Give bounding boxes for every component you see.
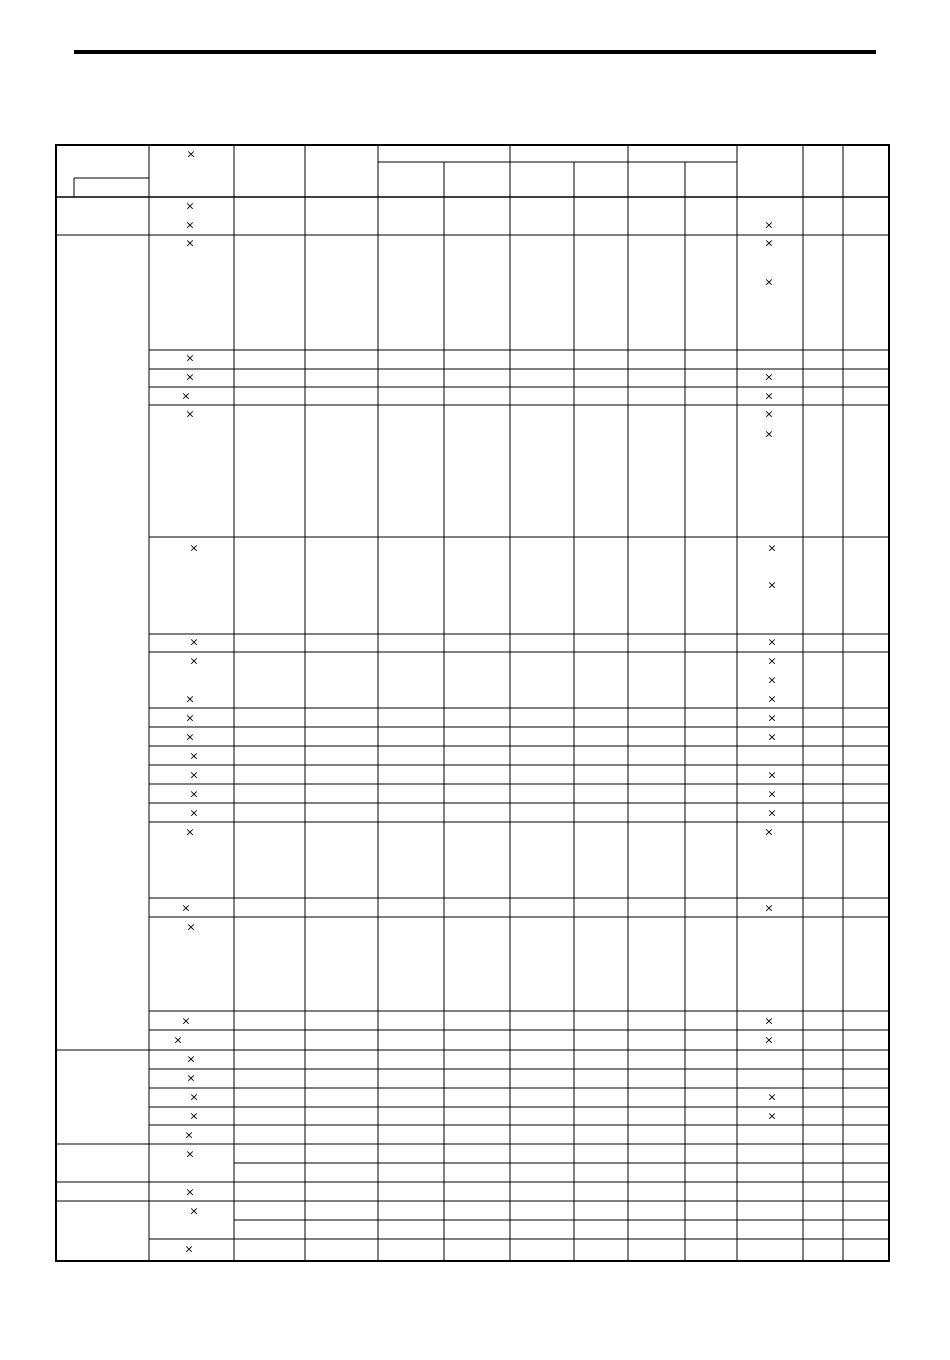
- cross-mark-icon: ×: [189, 541, 199, 555]
- cross-mark-icon: ×: [185, 199, 195, 213]
- cross-mark-icon: ×: [181, 389, 191, 403]
- cross-mark-icon: ×: [764, 370, 774, 384]
- cross-mark-icon: ×: [185, 351, 195, 365]
- cross-mark-icon: ×: [185, 825, 195, 839]
- cross-mark-icon: ×: [185, 692, 195, 706]
- cross-mark-icon: ×: [184, 1128, 194, 1142]
- cross-mark-icon: ×: [185, 1185, 195, 1199]
- cross-mark-icon: ×: [189, 768, 199, 782]
- cross-mark-icon: ×: [185, 370, 195, 384]
- cross-mark-icon: ×: [767, 1109, 777, 1123]
- cross-mark-icon: ×: [764, 275, 774, 289]
- cross-mark-icon: ×: [185, 407, 195, 421]
- cross-mark-icon: ×: [764, 407, 774, 421]
- cross-mark-icon: ×: [189, 1090, 199, 1104]
- cross-mark-icon: ×: [767, 692, 777, 706]
- cross-mark-icon: ×: [189, 635, 199, 649]
- cross-mark-icon: ×: [767, 806, 777, 820]
- table-border: [56, 145, 889, 1261]
- cross-mark-icon: ×: [764, 389, 774, 403]
- cross-mark-icon: ×: [185, 236, 195, 250]
- cross-mark-icon: ×: [186, 147, 196, 161]
- cross-mark-icon: ×: [185, 711, 195, 725]
- cross-mark-icon: ×: [184, 1242, 194, 1256]
- cross-mark-icon: ×: [767, 730, 777, 744]
- cross-mark-icon: ×: [764, 427, 774, 441]
- cross-mark-icon: ×: [764, 1033, 774, 1047]
- cross-mark-icon: ×: [189, 749, 199, 763]
- : [197, 0, 685, 162]
- : [197, 0, 444, 162]
- cross-mark-icon: ×: [189, 806, 199, 820]
- cross-mark-icon: ×: [186, 920, 196, 934]
- cross-mark-icon: ×: [767, 541, 777, 555]
- cross-mark-icon: ×: [767, 1090, 777, 1104]
- cross-mark-icon: ×: [767, 787, 777, 801]
- cross-mark-icon: ×: [185, 1147, 195, 1161]
- cross-mark-icon: ×: [181, 1014, 191, 1028]
- cross-mark-icon: ×: [764, 218, 774, 232]
- cross-mark-icon: ×: [764, 825, 774, 839]
- cross-mark-icon: ×: [189, 654, 199, 668]
- cross-mark-icon: ×: [767, 673, 777, 687]
- cross-mark-icon: ×: [767, 711, 777, 725]
- cross-mark-icon: ×: [764, 1014, 774, 1028]
- cross-mark-icon: ×: [185, 730, 195, 744]
- cross-mark-icon: ×: [185, 218, 195, 232]
- cross-mark-icon: ×: [181, 901, 191, 915]
- cross-mark-icon: ×: [189, 787, 199, 801]
- cross-mark-icon: ×: [764, 901, 774, 915]
- cross-mark-icon: ×: [186, 1071, 196, 1085]
- cross-mark-icon: ×: [767, 635, 777, 649]
- cross-mark-icon: ×: [767, 578, 777, 592]
- : [197, 0, 574, 162]
- cross-mark-icon: ×: [189, 1204, 199, 1218]
- cross-mark-icon: ×: [186, 1052, 196, 1066]
- cross-mark-icon: ×: [189, 1109, 199, 1123]
- cross-mark-icon: ×: [767, 654, 777, 668]
- cross-mark-icon: ×: [767, 768, 777, 782]
- cross-mark-icon: ×: [764, 236, 774, 250]
- cross-mark-icon: ×: [173, 1033, 183, 1047]
